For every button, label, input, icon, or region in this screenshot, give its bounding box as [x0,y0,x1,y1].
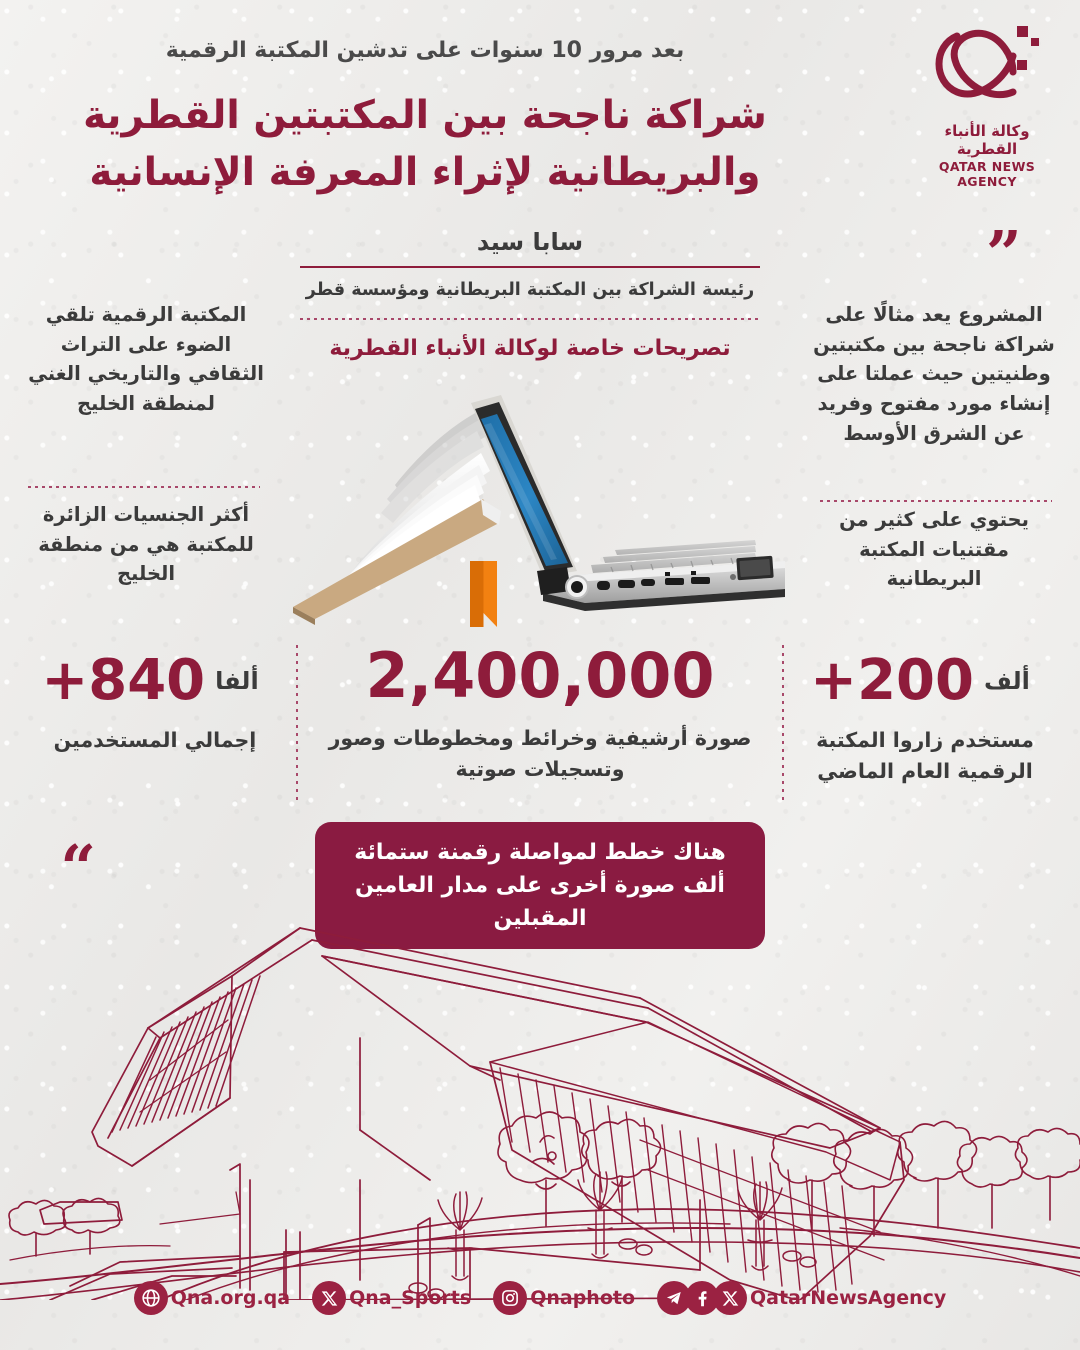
stat-label: إجمالي المستخدمين [53,728,257,752]
footer-social-bar [0,1274,1080,1322]
social-handle[interactable]: Qna_Sports [349,1287,472,1309]
divider-vertical-left [296,645,298,800]
divider-dotted-right [820,500,1052,502]
eyebrow-text: بعد مرور 10 سنوات على تدشين المكتبة الرقمية [165,38,685,63]
qna-logo-english: QATAR NEWS AGENCY [938,159,1036,189]
fact-right-bottom: يحتوي على كثير من مقتنيات المكتبة البريطانية [839,508,1029,591]
social-group-qatarnewsagency[interactable] [657,1281,946,1315]
speaker-name: سابا سيد [476,228,584,256]
quote-mark-closing-icon: ” [986,217,1022,290]
divider-dotted-left [28,486,260,488]
speaker-role: رئيسة الشراكة بين المكتبة البريطانية ومؤسسة قطر [305,280,755,300]
qna-logo [912,16,1062,189]
laptop-screen [471,395,577,577]
stat-unit: ألفا [215,667,259,695]
social-group-qnaphoto[interactable] [493,1281,635,1315]
x-icon[interactable] [713,1281,747,1315]
fact-left-top: المكتبة الرقمية تلقي الضوء على التراث الثقافي والتاريخي الغني لمنطقة الخليج [28,303,264,415]
book-laptop-graphic [285,375,785,630]
social-handle[interactable]: Qna.org.qa [170,1287,291,1309]
page-title [0,88,850,201]
attribution-block [300,228,760,361]
fact-right-top: المشروع يعد مثالًا على شراكة ناجحة بين مكتبتين وطنيتين حيث عملتا على إنشاء مورد مفتوح وفريد عن الشرق الأوسط [813,303,1055,445]
laptop-base [537,540,785,611]
stat-total-users [30,648,280,756]
fact-left-bottom: أكثر الجنسيات الزائرة للمكتبة هي من منطقة الخليج [38,503,254,586]
divider-solid [300,266,760,268]
footer-social-list [0,1274,1080,1322]
divider-dotted [300,318,760,320]
bookmark-ribbon-icon [470,561,497,627]
book-laptop-illustration [285,375,785,630]
stat-number: 2,400,000 [365,639,715,712]
stat-number: 840+ [41,648,206,713]
statistics-row [0,639,1080,810]
highlight-banner: هناك خطط لمواصلة رقمنة ستمائة ألف صورة أخرى على مدار العامين المقبلين [315,822,765,949]
stat-unit: ألف [984,667,1030,695]
social-handle[interactable]: QatarNewsAgency [750,1287,947,1309]
headline-line-2: والبريطانية لإثراء المعرفة الإنسانية [89,149,761,195]
qna-logo-mark [927,16,1047,120]
headline-line-1: شراكة ناجحة بين المكتبتين القطرية [83,93,767,138]
header [0,0,1080,225]
x-icon[interactable] [312,1281,346,1315]
stat-label: مستخدم زاروا المكتبة الرقمية العام الماضي [816,728,1034,783]
social-handle[interactable]: Qnaphoto [530,1287,636,1309]
library-building-line-art [0,880,1080,1300]
divider-vertical-right [782,645,784,800]
instagram-icon[interactable] [493,1281,527,1315]
globe-icon[interactable] [134,1281,168,1315]
social-group-website[interactable] [134,1281,290,1315]
stat-visitors-last-year [800,648,1050,787]
special-statement-label: تصريحات خاصة لوكالة الأنباء القطرية [329,336,731,361]
quote-mark-opening-icon: “ [60,831,96,904]
stat-label: صورة أرشيفية وخرائط ومخطوطات وصور وتسجيلات صوتية [328,726,752,781]
qna-logo-arabic: وكالة الأنباء القطرية [944,122,1030,158]
stat-number: 200+ [810,648,974,713]
qatar-national-library-illustration [0,880,1080,1300]
stat-digitized-items [320,639,760,785]
social-group-qna-sports[interactable] [312,1281,471,1315]
